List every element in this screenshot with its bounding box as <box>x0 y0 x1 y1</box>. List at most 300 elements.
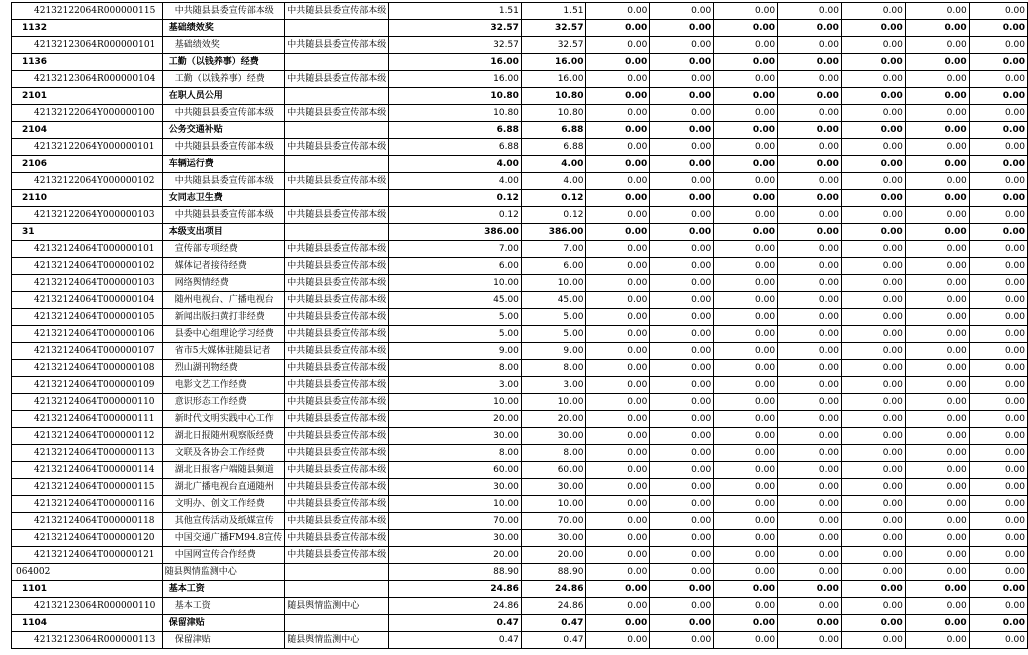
row-value: 0.00 <box>778 258 842 275</box>
row-value: 0.12 <box>521 207 586 224</box>
row-value: 0.00 <box>905 564 969 581</box>
row-value: 0.00 <box>586 360 650 377</box>
row-value: 0.00 <box>778 156 842 173</box>
row-value: 0.47 <box>521 615 586 632</box>
row-value: 0.00 <box>586 173 650 190</box>
row-code: 42132124064T000000118 <box>12 513 163 530</box>
row-value: 6.00 <box>521 258 586 275</box>
budget-table <box>11 2 1028 649</box>
row-value: 4.00 <box>389 173 522 190</box>
row-value: 0.00 <box>969 3 1027 20</box>
row-code: 42132122064Y000000100 <box>12 105 163 122</box>
row-unit: 中共随县县委宣传部本级 <box>285 207 389 224</box>
row-value: 0.00 <box>714 275 778 292</box>
row-value: 0.00 <box>969 241 1027 258</box>
row-code: 42132123064R000000104 <box>12 71 163 88</box>
row-value: 0.00 <box>905 547 969 564</box>
row-value: 0.00 <box>650 360 714 377</box>
row-unit: 中共随县县委宣传部本级 <box>285 139 389 156</box>
table-row <box>12 462 1028 479</box>
row-value: 0.00 <box>905 343 969 360</box>
row-value: 0.00 <box>778 411 842 428</box>
row-unit: 中共随县县委宣传部本级 <box>285 105 389 122</box>
row-value: 32.57 <box>389 37 522 54</box>
row-value: 10.00 <box>389 394 522 411</box>
row-value: 0.00 <box>586 462 650 479</box>
row-value: 0.00 <box>969 445 1027 462</box>
row-value: 3.00 <box>521 377 586 394</box>
row-unit: 中共随县县委宣传部本级 <box>285 394 389 411</box>
row-unit: 中共随县县委宣传部本级 <box>285 462 389 479</box>
row-name: 随县舆情监测中心 <box>162 564 285 581</box>
row-unit <box>285 224 389 241</box>
row-value: 0.00 <box>841 343 905 360</box>
row-code: 42132124064T000000116 <box>12 496 163 513</box>
row-value: 0.00 <box>586 479 650 496</box>
row-value: 0.12 <box>389 190 522 207</box>
row-name: 工勤（以钱养事）经费 <box>162 71 285 88</box>
row-code: 42132124064T000000113 <box>12 445 163 462</box>
row-value: 0.00 <box>841 190 905 207</box>
row-value: 0.00 <box>650 258 714 275</box>
row-value: 0.00 <box>650 445 714 462</box>
table-row <box>12 122 1028 139</box>
row-value: 0.00 <box>778 173 842 190</box>
row-value: 88.90 <box>389 564 522 581</box>
row-value: 0.00 <box>969 156 1027 173</box>
row-name: 基本工资 <box>162 581 285 598</box>
row-value: 0.00 <box>586 530 650 547</box>
row-value: 8.00 <box>389 360 522 377</box>
row-code: 42132124064T000000110 <box>12 394 163 411</box>
row-value: 6.88 <box>389 122 522 139</box>
row-value: 0.00 <box>650 377 714 394</box>
row-value: 0.00 <box>586 71 650 88</box>
row-value: 0.00 <box>778 547 842 564</box>
table-row <box>12 377 1028 394</box>
row-value: 0.00 <box>969 190 1027 207</box>
row-value: 30.00 <box>521 530 586 547</box>
row-value: 0.00 <box>778 581 842 598</box>
row-value: 0.00 <box>905 598 969 615</box>
row-value: 10.00 <box>389 275 522 292</box>
row-value: 0.00 <box>650 88 714 105</box>
row-code: 42132122064Y000000103 <box>12 207 163 224</box>
row-value: 3.00 <box>389 377 522 394</box>
row-value: 0.00 <box>778 37 842 54</box>
row-value: 0.00 <box>841 496 905 513</box>
row-value: 0.00 <box>778 190 842 207</box>
row-value: 0.00 <box>586 564 650 581</box>
row-value: 0.00 <box>969 309 1027 326</box>
row-value: 0.00 <box>841 258 905 275</box>
row-value: 0.00 <box>841 3 905 20</box>
row-value: 0.00 <box>650 309 714 326</box>
row-value: 0.12 <box>389 207 522 224</box>
row-value: 6.88 <box>389 139 522 156</box>
row-value: 0.00 <box>650 207 714 224</box>
row-value: 16.00 <box>389 71 522 88</box>
row-name: 中共随县县委宣传部本级 <box>162 3 285 20</box>
row-value: 0.00 <box>586 54 650 71</box>
row-name: 文联及各协会工作经费 <box>162 445 285 462</box>
table-row <box>12 530 1028 547</box>
row-name: 保留津贴 <box>162 632 285 649</box>
row-name: 新闻出版扫黄打非经费 <box>162 309 285 326</box>
row-value: 0.00 <box>778 241 842 258</box>
row-value: 0.00 <box>650 343 714 360</box>
row-value: 0.00 <box>905 632 969 649</box>
row-value: 0.00 <box>905 377 969 394</box>
row-name: 省市5大媒体驻随县记者 <box>162 343 285 360</box>
row-value: 0.00 <box>650 122 714 139</box>
row-value: 0.00 <box>778 224 842 241</box>
row-value: 0.00 <box>841 428 905 445</box>
row-value: 5.00 <box>521 326 586 343</box>
row-value: 0.00 <box>650 428 714 445</box>
row-name: 中共随县县委宣传部本级 <box>162 207 285 224</box>
row-name: 工勤（以钱养事）经费 <box>162 54 285 71</box>
row-value: 0.00 <box>969 20 1027 37</box>
row-value: 0.00 <box>586 428 650 445</box>
row-value: 0.00 <box>714 326 778 343</box>
row-value: 0.00 <box>905 105 969 122</box>
row-value: 8.00 <box>521 360 586 377</box>
row-unit: 中共随县县委宣传部本级 <box>285 71 389 88</box>
row-value: 0.00 <box>714 292 778 309</box>
row-unit: 中共随县县委宣传部本级 <box>285 513 389 530</box>
table-row <box>12 224 1028 241</box>
row-name: 网络舆情经费 <box>162 275 285 292</box>
row-value: 30.00 <box>521 428 586 445</box>
row-value: 0.00 <box>841 37 905 54</box>
row-value: 0.00 <box>905 3 969 20</box>
row-value: 0.00 <box>905 445 969 462</box>
row-unit: 中共随县县委宣传部本级 <box>285 37 389 54</box>
row-code: 42132122064R000000115 <box>12 3 163 20</box>
row-unit: 中共随县县委宣传部本级 <box>285 496 389 513</box>
row-code: 42132123064R000000113 <box>12 632 163 649</box>
row-value: 24.86 <box>521 581 586 598</box>
row-value: 24.86 <box>389 581 522 598</box>
row-value: 60.00 <box>521 462 586 479</box>
row-unit <box>285 190 389 207</box>
table-row <box>12 411 1028 428</box>
row-value: 10.00 <box>521 496 586 513</box>
row-value: 30.00 <box>389 530 522 547</box>
row-unit: 中共随县县委宣传部本级 <box>285 326 389 343</box>
table-row <box>12 275 1028 292</box>
row-value: 0.00 <box>778 377 842 394</box>
row-value: 0.00 <box>714 122 778 139</box>
row-code: 2104 <box>12 122 163 139</box>
row-value: 0.00 <box>650 54 714 71</box>
table-row <box>12 258 1028 275</box>
row-value: 45.00 <box>521 292 586 309</box>
row-value: 16.00 <box>389 54 522 71</box>
row-value: 0.00 <box>650 598 714 615</box>
row-value: 0.47 <box>389 632 522 649</box>
row-code: 42132124064T000000121 <box>12 547 163 564</box>
row-unit <box>285 54 389 71</box>
row-value: 0.00 <box>650 479 714 496</box>
row-name: 其他宣传活动及纸媒宣传 <box>162 513 285 530</box>
row-value: 70.00 <box>389 513 522 530</box>
row-value: 0.00 <box>841 20 905 37</box>
row-value: 0.00 <box>714 88 778 105</box>
row-unit <box>285 564 389 581</box>
row-code: 1104 <box>12 615 163 632</box>
row-unit: 中共随县县委宣传部本级 <box>285 258 389 275</box>
row-value: 0.00 <box>905 292 969 309</box>
row-value: 0.00 <box>714 309 778 326</box>
row-value: 0.00 <box>841 479 905 496</box>
row-value: 0.00 <box>969 428 1027 445</box>
row-value: 0.00 <box>714 615 778 632</box>
row-value: 0.00 <box>841 71 905 88</box>
row-value: 70.00 <box>521 513 586 530</box>
row-value: 0.00 <box>778 88 842 105</box>
row-name: 随州电视台、广播电视台 <box>162 292 285 309</box>
table-row <box>12 343 1028 360</box>
row-value: 0.00 <box>714 37 778 54</box>
row-code: 42132124064T000000102 <box>12 258 163 275</box>
row-value: 0.00 <box>714 564 778 581</box>
row-code: 1132 <box>12 20 163 37</box>
row-value: 0.00 <box>969 37 1027 54</box>
row-unit <box>285 88 389 105</box>
row-value: 0.00 <box>841 615 905 632</box>
row-value: 0.00 <box>586 326 650 343</box>
row-value: 0.00 <box>714 496 778 513</box>
row-value: 0.00 <box>650 632 714 649</box>
row-value: 0.00 <box>969 207 1027 224</box>
row-value: 0.00 <box>905 190 969 207</box>
row-value: 0.00 <box>841 88 905 105</box>
row-value: 0.00 <box>778 479 842 496</box>
row-value: 0.00 <box>586 88 650 105</box>
row-value: 0.00 <box>969 598 1027 615</box>
row-value: 0.00 <box>905 20 969 37</box>
row-value: 0.00 <box>905 88 969 105</box>
row-name: 基础绩效奖 <box>162 37 285 54</box>
row-value: 9.00 <box>521 343 586 360</box>
row-name: 媒体记者接待经费 <box>162 258 285 275</box>
row-value: 0.00 <box>714 139 778 156</box>
table-row <box>12 564 1028 581</box>
row-code: 42132124064T000000103 <box>12 275 163 292</box>
row-value: 0.00 <box>969 71 1027 88</box>
row-code: 42132124064T000000107 <box>12 343 163 360</box>
row-name: 车辆运行费 <box>162 156 285 173</box>
row-unit: 随县舆情监测中心 <box>285 632 389 649</box>
row-value: 1.51 <box>389 3 522 20</box>
row-value: 0.00 <box>778 292 842 309</box>
row-value: 0.00 <box>905 37 969 54</box>
row-code: 42132124064T000000105 <box>12 309 163 326</box>
row-value: 0.00 <box>905 71 969 88</box>
row-value: 0.00 <box>841 564 905 581</box>
table-row <box>12 3 1028 20</box>
row-value: 0.00 <box>586 411 650 428</box>
row-value: 4.00 <box>521 156 586 173</box>
row-value: 0.00 <box>714 20 778 37</box>
row-name: 湖北日报随州观察版经费 <box>162 428 285 445</box>
row-value: 0.00 <box>586 207 650 224</box>
row-unit: 中共随县县委宣传部本级 <box>285 309 389 326</box>
row-value: 32.57 <box>521 20 586 37</box>
row-value: 0.00 <box>778 530 842 547</box>
row-value: 0.00 <box>714 598 778 615</box>
row-value: 20.00 <box>389 411 522 428</box>
table-row <box>12 632 1028 649</box>
table-row <box>12 88 1028 105</box>
row-value: 0.00 <box>778 105 842 122</box>
row-unit: 中共随县县委宣传部本级 <box>285 377 389 394</box>
row-value: 0.00 <box>969 462 1027 479</box>
row-value: 0.00 <box>650 615 714 632</box>
row-value: 24.86 <box>389 598 522 615</box>
row-code: 42132122064Y000000102 <box>12 173 163 190</box>
row-value: 0.00 <box>714 105 778 122</box>
row-value: 0.00 <box>650 71 714 88</box>
row-value: 0.00 <box>714 71 778 88</box>
row-unit: 中共随县县委宣传部本级 <box>285 530 389 547</box>
row-code: 31 <box>12 224 163 241</box>
row-value: 0.00 <box>714 411 778 428</box>
row-unit <box>285 122 389 139</box>
row-value: 0.00 <box>650 156 714 173</box>
row-value: 386.00 <box>389 224 522 241</box>
row-value: 0.00 <box>969 105 1027 122</box>
row-value: 0.00 <box>969 479 1027 496</box>
row-code: 42132124064T000000104 <box>12 292 163 309</box>
table-row <box>12 479 1028 496</box>
row-value: 0.00 <box>778 54 842 71</box>
row-value: 0.00 <box>650 411 714 428</box>
row-value: 0.00 <box>841 173 905 190</box>
row-value: 0.00 <box>841 156 905 173</box>
table-row <box>12 309 1028 326</box>
row-value: 0.00 <box>714 190 778 207</box>
row-value: 0.00 <box>650 20 714 37</box>
row-unit: 中共随县县委宣传部本级 <box>285 411 389 428</box>
table-row <box>12 241 1028 258</box>
row-value: 0.00 <box>586 615 650 632</box>
row-value: 0.00 <box>586 275 650 292</box>
row-value: 0.00 <box>586 156 650 173</box>
row-code: 2101 <box>12 88 163 105</box>
table-row <box>12 105 1028 122</box>
row-value: 0.00 <box>586 37 650 54</box>
row-value: 0.00 <box>778 3 842 20</box>
row-name: 基本工资 <box>162 598 285 615</box>
row-value: 7.00 <box>521 241 586 258</box>
row-unit <box>285 20 389 37</box>
row-value: 0.00 <box>650 173 714 190</box>
row-name: 宣传部专项经费 <box>162 241 285 258</box>
row-value: 0.00 <box>650 105 714 122</box>
row-value: 0.00 <box>905 360 969 377</box>
row-code: 42132123064R000000110 <box>12 598 163 615</box>
row-value: 0.00 <box>586 105 650 122</box>
row-value: 0.00 <box>841 275 905 292</box>
row-code: 42132123064R000000101 <box>12 37 163 54</box>
row-value: 0.00 <box>969 513 1027 530</box>
table-row <box>12 513 1028 530</box>
row-value: 20.00 <box>521 411 586 428</box>
table-row <box>12 360 1028 377</box>
row-value: 10.00 <box>389 496 522 513</box>
row-value: 8.00 <box>389 445 522 462</box>
row-value: 10.00 <box>521 275 586 292</box>
row-value: 0.00 <box>905 173 969 190</box>
row-value: 0.00 <box>905 309 969 326</box>
row-value: 0.00 <box>969 224 1027 241</box>
row-value: 0.00 <box>905 411 969 428</box>
row-value: 0.47 <box>389 615 522 632</box>
row-value: 0.00 <box>778 496 842 513</box>
row-code: 42132124064T000000108 <box>12 360 163 377</box>
row-value: 0.00 <box>841 326 905 343</box>
row-code: 2110 <box>12 190 163 207</box>
row-unit <box>285 156 389 173</box>
row-value: 0.00 <box>841 547 905 564</box>
row-unit: 中共随县县委宣传部本级 <box>285 428 389 445</box>
row-value: 0.00 <box>650 547 714 564</box>
row-value: 0.00 <box>650 190 714 207</box>
row-value: 10.00 <box>521 394 586 411</box>
row-value: 0.00 <box>586 377 650 394</box>
row-value: 0.00 <box>778 207 842 224</box>
row-value: 0.00 <box>969 122 1027 139</box>
row-value: 0.00 <box>586 496 650 513</box>
row-value: 0.47 <box>521 632 586 649</box>
row-value: 0.00 <box>714 445 778 462</box>
row-value: 0.00 <box>841 309 905 326</box>
row-value: 0.00 <box>586 3 650 20</box>
row-value: 0.00 <box>905 258 969 275</box>
row-value: 0.00 <box>778 122 842 139</box>
row-value: 0.00 <box>778 360 842 377</box>
row-value: 10.80 <box>389 88 522 105</box>
row-value: 0.00 <box>778 20 842 37</box>
table-row <box>12 428 1028 445</box>
row-code: 42132124064T000000120 <box>12 530 163 547</box>
row-value: 0.00 <box>650 275 714 292</box>
row-code: 42132124064T000000106 <box>12 326 163 343</box>
table-row <box>12 156 1028 173</box>
row-value: 0.00 <box>905 139 969 156</box>
row-value: 0.00 <box>841 513 905 530</box>
row-value: 88.90 <box>521 564 586 581</box>
table-row <box>12 139 1028 156</box>
row-value: 30.00 <box>521 479 586 496</box>
row-value: 0.00 <box>905 428 969 445</box>
table-row <box>12 207 1028 224</box>
row-value: 0.00 <box>586 139 650 156</box>
row-value: 0.00 <box>714 54 778 71</box>
row-value: 0.00 <box>778 275 842 292</box>
row-value: 0.00 <box>778 394 842 411</box>
row-value: 0.00 <box>586 598 650 615</box>
row-name: 电影文艺工作经费 <box>162 377 285 394</box>
row-value: 0.00 <box>778 428 842 445</box>
row-value: 60.00 <box>389 462 522 479</box>
row-value: 0.00 <box>841 445 905 462</box>
row-value: 0.00 <box>969 394 1027 411</box>
row-value: 0.00 <box>650 37 714 54</box>
